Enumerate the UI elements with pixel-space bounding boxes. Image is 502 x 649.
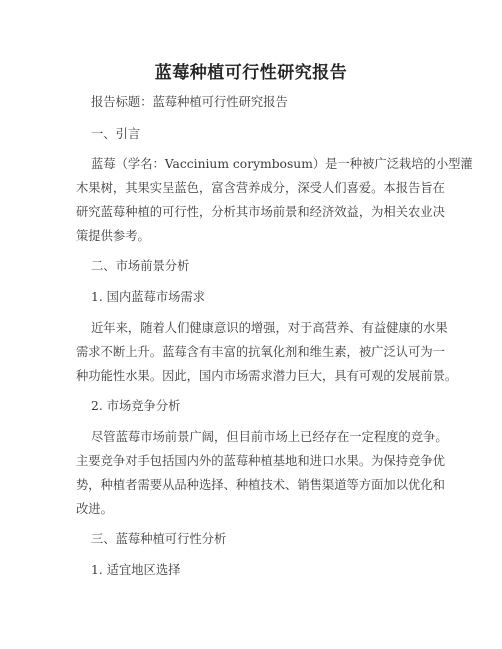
paragraph-line: 近年来，随着人们健康意识的增强，对于高营养、有益健康的水果 bbox=[91, 321, 448, 335]
subheading-demand: 1. 国内蓝莓市场需求 bbox=[91, 290, 206, 304]
subheading-competition: 2. 市场竞争分析 bbox=[91, 399, 181, 413]
paragraph-line: 研究蓝莓种植的可行性，分析其市场前景和经济效益，为相关农业决 bbox=[76, 205, 445, 219]
paragraph-line: 尽管蓝莓市场前景广阔，但目前市场上已经存在一定程度的竞争。 bbox=[91, 430, 448, 444]
section-heading-feasibility: 三、蓝莓种植可行性分析 bbox=[91, 532, 227, 546]
subheading-region: 1. 适宜地区选择 bbox=[91, 563, 181, 577]
paragraph-line: 木果树，其果实呈蓝色，富含营养成分，深受人们喜爱。本报告旨在 bbox=[76, 181, 445, 195]
paragraph-line: 改进。 bbox=[76, 502, 113, 516]
section-heading-intro: 一、引言 bbox=[91, 127, 141, 141]
paragraph-line: 势，种植者需要从品种选择、种植技术、销售渠道等方面加以优化和 bbox=[76, 478, 445, 492]
paragraph-line: 蓝莓（学名：Vaccinium corymbosum）是一种被广泛栽培的小型灌 bbox=[91, 157, 473, 171]
paragraph-line: 种功能性水果。因此，国内市场需求潜力巨大，具有可观的发展前景。 bbox=[76, 369, 458, 383]
paragraph-line: 需求不断上升。蓝莓含有丰富的抗氧化剂和维生素，被广泛认可为一 bbox=[76, 345, 445, 359]
report-title-line: 报告标题：蓝莓种植可行性研究报告 bbox=[91, 95, 288, 109]
paragraph-line: 策提供参考。 bbox=[76, 229, 150, 243]
paragraph-line: 主要竞争对手包括国内外的蓝莓种植基地和进口水果。为保持竞争优 bbox=[76, 454, 445, 468]
section-heading-market: 二、市场前景分析 bbox=[91, 259, 190, 273]
document-title: 蓝莓种植可行性研究报告 bbox=[154, 63, 348, 83]
